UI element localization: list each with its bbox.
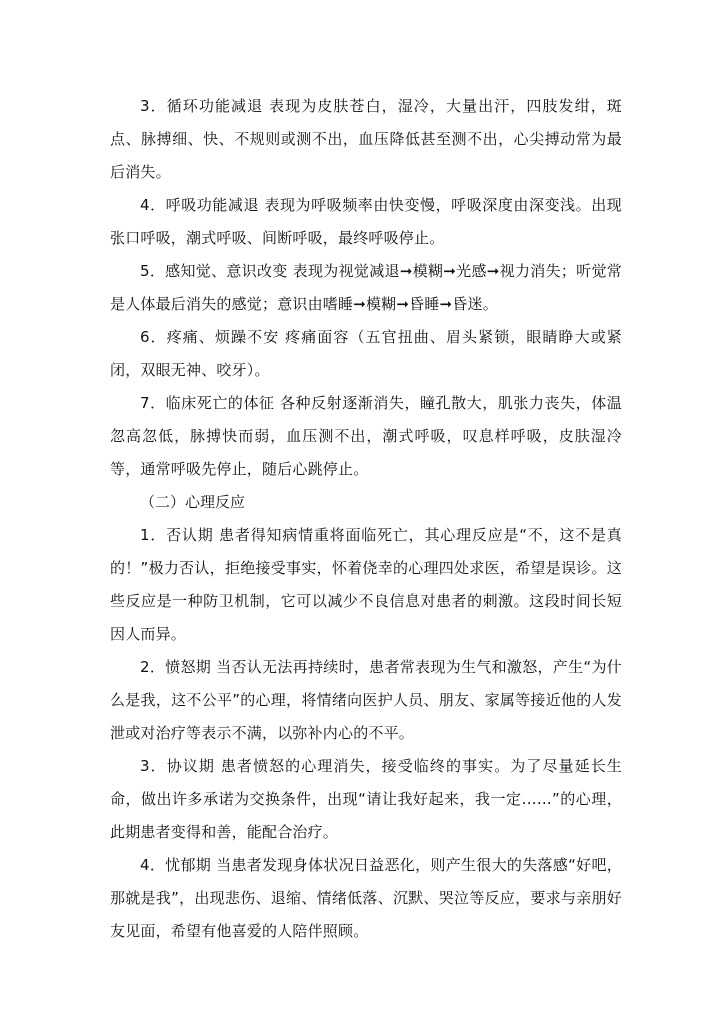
paragraph-depression (110, 849, 622, 948)
paragraph-bargaining (110, 750, 622, 849)
item-text: 表现为呼吸频率由快变慢，呼吸深度由深变浅。出现张口呼吸，潮式呼吸、间断呼吸，最终呼吸停止。 (110, 196, 622, 247)
item-text: 各种反射逐渐消失，瞳孔散大，肌张力丧失，体温忽高忽低，脉搏快而弱，血压测不出，潮式呼吸，叹息样呼吸，皮肤湿冷等，通常呼吸先停止，随后心跳停止。 (110, 394, 622, 478)
section-heading: （二）心理反应 (140, 493, 246, 511)
item-term: 呼吸功能减退 (165, 196, 260, 214)
item-number: 7． (140, 394, 166, 412)
paragraph-anger (110, 651, 622, 750)
item-text: 当患者发现身体状况日益恶化，则产生很大的失落感“好吧，那就是我”，出现悲伤、退缩、情绪低落、沉默、哭泣等反应，要求与亲朋好友见面，希望有他喜爱的人陪伴照顾。 (110, 856, 622, 940)
item-number: 2． (140, 658, 166, 676)
item-text: 表现为皮肤苍白，湿冷，大量出汗，四肢发绀，斑点、脉搏细、快、不规则或测不出，血压降低甚至测不出，心尖搏动常为最后消失。 (110, 97, 622, 181)
paragraph-perception (110, 255, 622, 321)
item-number: 5． (140, 262, 166, 280)
item-term: 协议期 (166, 757, 215, 775)
item-number: 3． (140, 97, 167, 115)
item-number: 1． (140, 526, 167, 544)
item-term: 忧郁期 (165, 856, 212, 874)
item-text: 患者愤怒的心理消失，接受临终的事实。为了尽量延长生命，做出许多承诺为交换条件，出现“请让我好起来，我一定……”的心理，此期患者变得和善，能配合治疗。 (110, 757, 622, 841)
document-body (110, 90, 622, 948)
item-text: 表现为视觉减退➞模糊➞光感➞视力消失；听觉常是人体最后消失的感觉；意识由嗜睡➞模糊➞昏睡➞昏迷。 (110, 262, 622, 313)
item-term: 循环功能减退 (166, 97, 264, 115)
paragraph-clinical-death (110, 387, 622, 486)
paragraph-denial (110, 519, 622, 651)
item-number: 6． (140, 328, 167, 346)
item-number: 4． (140, 856, 166, 874)
item-term: 否认期 (166, 526, 214, 544)
item-number: 4． (140, 196, 166, 214)
item-term: 疼痛、烦躁不安 (166, 328, 280, 346)
paragraph-respiration (110, 189, 622, 255)
item-text: 疼痛面容（五官扭曲、眉头紧锁，眼睛睁大或紧闭，双眼无神、咬牙）。 (110, 328, 622, 379)
item-term: 愤怒期 (165, 658, 212, 676)
item-term: 感知觉、意识改变 (165, 262, 288, 280)
item-term: 临床死亡的体征 (165, 394, 275, 412)
item-text: 当否认无法再持续时，患者常表现为生气和激怒，产生“为什么是我，这不公平”的心理，将情绪向医护人员、朋友、家属等接近他的人发泄或对治疗等表示不满，以弥补内心的不平。 (110, 658, 622, 742)
item-number: 3． (140, 757, 167, 775)
item-text: 患者得知病情重将面临死亡，其心理反应是“不，这不是真的！”极力否认，拒绝接受事实，怀着侥幸的心理四处求医，希望是误诊。这些反应是一种防卫机制，它可以减少不良信息对患者的刺激。这段时间长短因人而异。 (110, 526, 622, 643)
paragraph-circulation (110, 90, 622, 189)
paragraph-pain (110, 321, 622, 387)
